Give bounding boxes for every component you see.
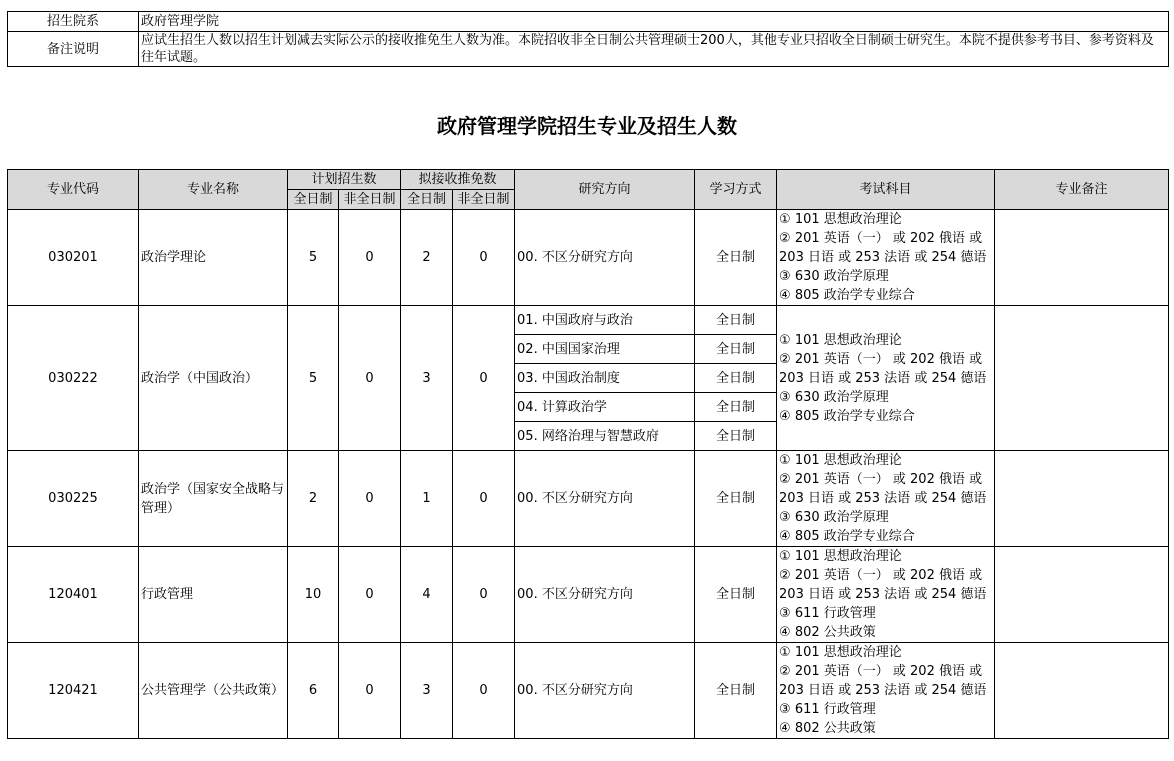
exam-subject-line: ④ 805 政治学专业综合 [779, 529, 915, 544]
header-row-1 [8, 170, 1169, 190]
header-rec-fulltime: 全日制 [401, 190, 453, 210]
table-row [8, 451, 1169, 547]
rec-fulltime: 3 [401, 643, 453, 739]
dept-value: 政府管理学院 [139, 12, 1169, 32]
exam-subject-line: ④ 802 公共政策 [779, 625, 876, 640]
table-row [8, 547, 1169, 643]
rec-fulltime: 2 [401, 210, 453, 306]
study-mode: 全日制 [695, 393, 777, 422]
exam-subject-line: ② 201 英语（一） 或 202 俄语 或 [779, 351, 983, 367]
exam-subject-line: ① 101 思想政治理论 [779, 332, 902, 348]
page-title: 政府管理学院招生专业及招生人数 [437, 114, 737, 138]
rec-parttime: 0 [453, 643, 515, 739]
major-name: 政治学（国家安全战略与管理） [139, 451, 288, 547]
study-mode: 全日制 [695, 422, 777, 451]
plan-parttime: 0 [339, 643, 401, 739]
exam-subjects [777, 451, 995, 547]
plan-parttime: 0 [339, 547, 401, 643]
research-direction: 00. 不区分研究方向 [515, 210, 695, 306]
major-code: 030225 [8, 451, 139, 547]
research-direction: 04. 计算政治学 [515, 393, 695, 422]
rec-parttime: 0 [453, 210, 515, 306]
note-value: 应试生招生人数以招生计划减去实际公示的接收推免生人数为准。本院招收非全日制公共管理硕士200人，其他专业只招收全日制硕士研究生。本院不提供参考书目、参考资料及往年试题。 [139, 32, 1169, 67]
header-mode: 学习方式 [695, 170, 777, 210]
major-code: 120421 [8, 643, 139, 739]
major-remark [995, 451, 1169, 547]
research-direction: 00. 不区分研究方向 [515, 547, 695, 643]
major-code: 120401 [8, 547, 139, 643]
major-code: 030201 [8, 210, 139, 306]
major-remark [995, 643, 1169, 739]
header-direction: 研究方向 [515, 170, 695, 210]
plan-fulltime: 10 [288, 547, 339, 643]
major-name: 公共管理学（公共政策） [139, 643, 288, 739]
research-direction: 00. 不区分研究方向 [515, 643, 695, 739]
major-name: 政治学（中国政治） [139, 306, 288, 451]
plan-fulltime: 2 [288, 451, 339, 547]
exam-subject-line: 203 日语 或 253 法语 或 254 德语 [779, 370, 987, 386]
table-body [8, 210, 1169, 739]
study-mode: 全日制 [695, 210, 777, 306]
exam-subject-line: ② 201 英语（一） 或 202 俄语 或 [779, 472, 983, 487]
rec-fulltime: 4 [401, 547, 453, 643]
plan-parttime: 0 [339, 306, 401, 451]
exam-subject-line: ② 201 英语（一） 或 202 俄语 或 [779, 231, 983, 246]
exam-subjects [777, 210, 995, 306]
exam-subject-line: ① 101 思想政治理论 [779, 549, 902, 564]
study-mode: 全日制 [695, 547, 777, 643]
exam-subject-line: ② 201 英语（一） 或 202 俄语 或 [779, 568, 983, 583]
exam-subject-line: ② 201 英语（一） 或 202 俄语 或 [779, 664, 983, 679]
major-code: 030222 [8, 306, 139, 451]
exam-subjects [777, 643, 995, 739]
exam-subject-line: ① 101 思想政治理论 [779, 645, 902, 660]
dept-label: 招生院系 [8, 12, 139, 32]
major-remark [995, 306, 1169, 451]
research-direction: 00. 不区分研究方向 [515, 451, 695, 547]
header-plan: 计划招生数 [288, 170, 401, 190]
exam-subject-line: ① 101 思想政治理论 [779, 212, 902, 227]
exam-subjects [777, 547, 995, 643]
study-mode: 全日制 [695, 306, 777, 335]
dept-row [8, 12, 1169, 32]
exam-subject-line: ③ 630 政治学原理 [779, 510, 889, 525]
rec-fulltime: 1 [401, 451, 453, 547]
header-exam: 考试科目 [777, 170, 995, 210]
exam-subject-line: ③ 611 行政管理 [779, 702, 876, 717]
exam-subject-line: ④ 802 公共政策 [779, 721, 876, 736]
exam-subject-line: ① 101 思想政治理论 [779, 453, 902, 468]
exam-subject-line: ③ 630 政治学原理 [779, 269, 889, 284]
exam-subject-line: ③ 630 政治学原理 [779, 389, 889, 405]
header-plan-parttime: 非全日制 [339, 190, 401, 210]
header-plan-fulltime: 全日制 [288, 190, 339, 210]
rec-parttime: 0 [453, 547, 515, 643]
plan-parttime: 0 [339, 210, 401, 306]
exam-subject-line: 203 日语 或 253 法语 或 254 德语 [779, 683, 987, 698]
header-remark: 专业备注 [995, 170, 1169, 210]
exam-subject-line: ③ 611 行政管理 [779, 606, 876, 621]
major-name: 政治学理论 [139, 210, 288, 306]
note-row [8, 32, 1169, 67]
research-direction: 03. 中国政治制度 [515, 364, 695, 393]
research-direction: 05. 网络治理与智慧政府 [515, 422, 695, 451]
exam-subject-line: ④ 805 政治学专业综合 [779, 408, 915, 424]
header-code: 专业代码 [8, 170, 139, 210]
info-table [7, 11, 1169, 67]
plan-fulltime: 5 [288, 306, 339, 451]
table-row [8, 306, 1169, 335]
table-row [8, 210, 1169, 306]
major-name: 行政管理 [139, 547, 288, 643]
study-mode: 全日制 [695, 643, 777, 739]
header-name: 专业名称 [139, 170, 288, 210]
study-mode: 全日制 [695, 335, 777, 364]
research-direction: 01. 中国政府与政治 [515, 306, 695, 335]
major-remark [995, 547, 1169, 643]
exam-subject-line: 203 日语 或 253 法语 或 254 德语 [779, 250, 987, 265]
exam-subject-line: ④ 805 政治学专业综合 [779, 288, 915, 303]
header-recommend: 拟接收推免数 [401, 170, 515, 190]
plan-fulltime: 6 [288, 643, 339, 739]
table-row [8, 643, 1169, 739]
note-label: 备注说明 [8, 32, 139, 67]
admission-table [7, 169, 1169, 739]
rec-parttime: 0 [453, 451, 515, 547]
plan-parttime: 0 [339, 451, 401, 547]
exam-subject-line: 203 日语 或 253 法语 或 254 德语 [779, 491, 987, 506]
major-remark [995, 210, 1169, 306]
study-mode: 全日制 [695, 364, 777, 393]
study-mode: 全日制 [695, 451, 777, 547]
exam-subject-line: 203 日语 或 253 法语 或 254 德语 [779, 587, 987, 602]
plan-fulltime: 5 [288, 210, 339, 306]
rec-fulltime: 3 [401, 306, 453, 451]
header-rec-parttime: 非全日制 [453, 190, 515, 210]
research-direction: 02. 中国国家治理 [515, 335, 695, 364]
rec-parttime: 0 [453, 306, 515, 451]
exam-subjects [777, 306, 995, 451]
